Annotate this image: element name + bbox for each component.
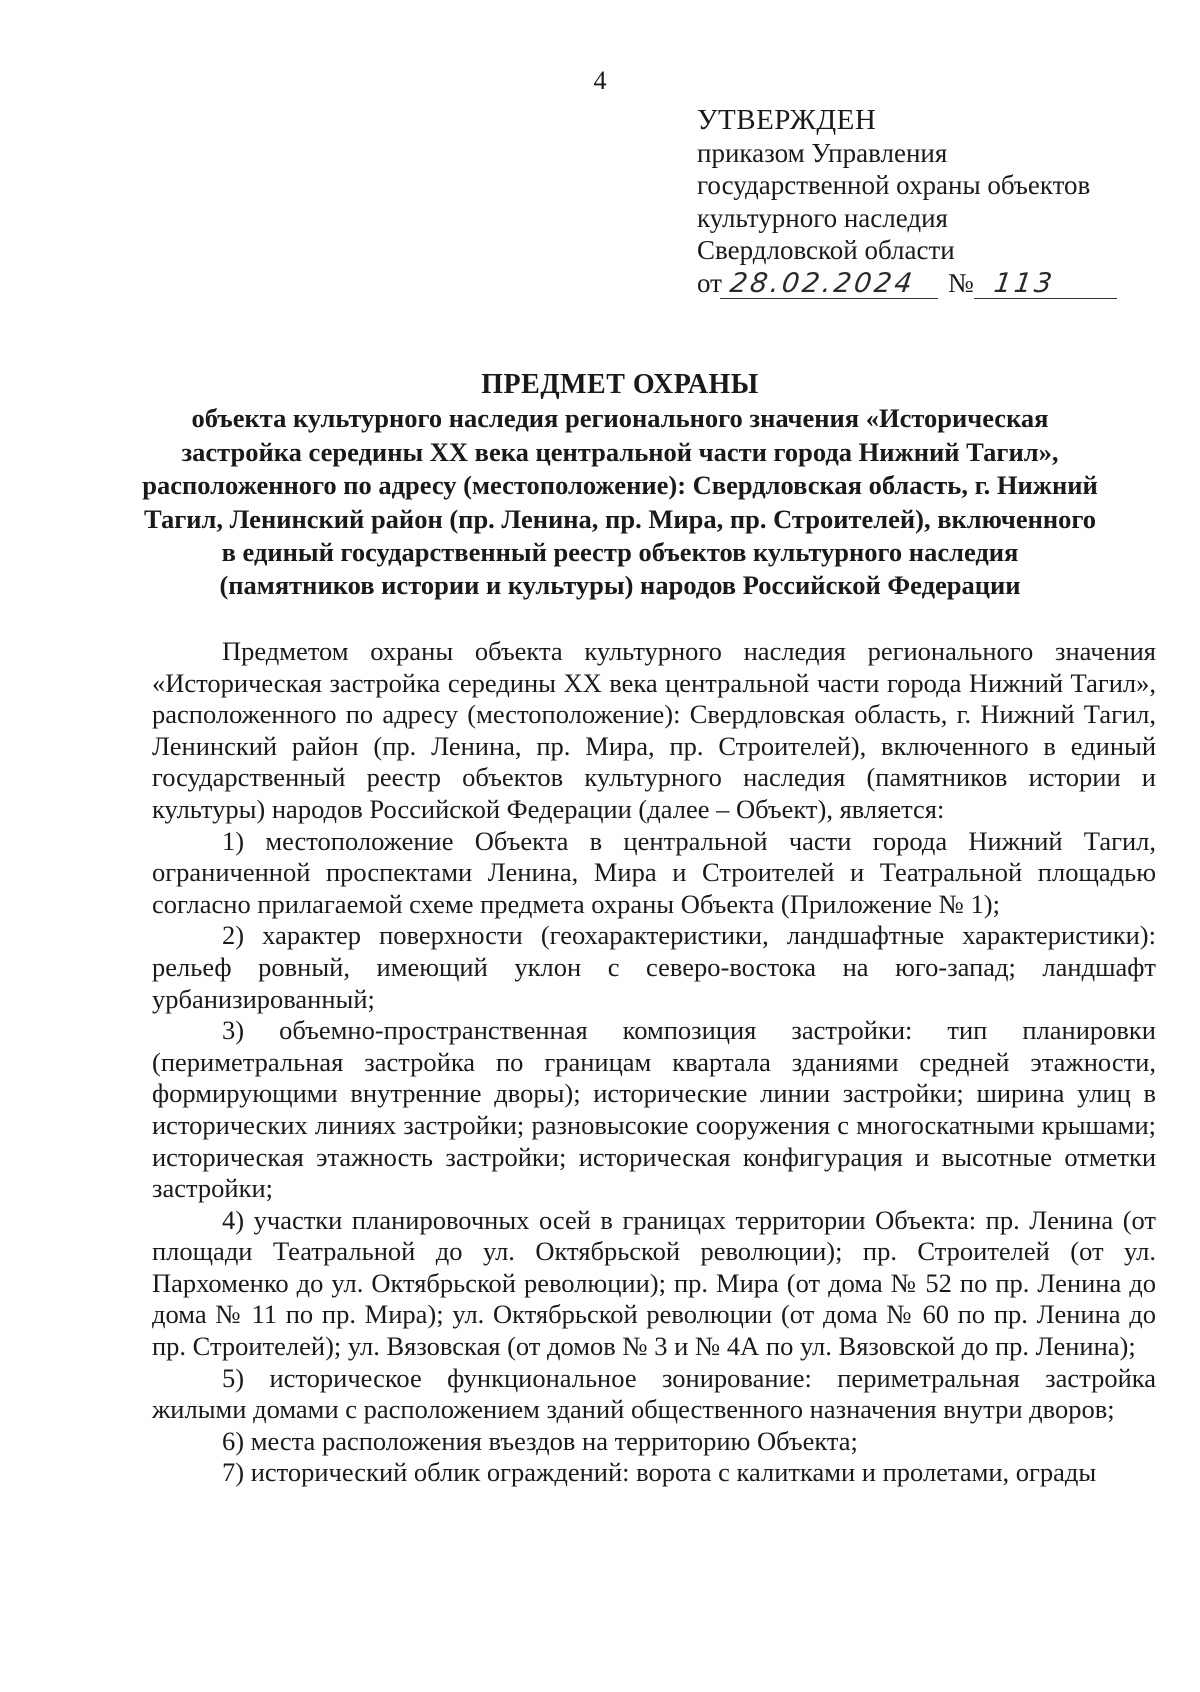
list-item-7: 7) исторический облик ограждений: ворота с калитками и пролетами, ограды	[222, 1457, 1097, 1488]
list-item-1: 1) местоположение Объекта в центральной части города Нижний Тагил, ограниченной проспектами Ленина, Мира и Строителей и Театральной площадью согласно прилагаемой схеме предмета охраны Объекта (Приложение № 1);	[152, 825, 1156, 919]
heading-line-4: Тагил, Ленинский район (пр. Ленина, пр. Мира, пр. Строителей), включенного	[143, 503, 1097, 534]
heading-line-3: расположенного по адресу (местоположение): Свердловская область, г. Нижний	[142, 470, 1098, 501]
intro-paragraph: Предметом охраны объекта культурного наследия регионального значения «Историческая застройка середины XX века центральной части города Нижний Тагил», расположенного по адресу (местоположение): Свердловская область, г. Нижний Тагил, Ленинский район (пр. Ленина, пр. Мира, пр. Строителей), включенного в единый государственный реестр объектов культурного наследия (памятников истории и культуры) народов Российской Федерации (далее – Объект), является:	[152, 636, 1156, 824]
order-date-number-line	[697, 267, 1137, 300]
approval-line-1: приказом Управления	[697, 137, 948, 168]
heading-title: ПРЕДМЕТ ОХРАНЫ	[481, 369, 759, 400]
list-item-3: 3) объемно-пространственная композиция застройки: тип планировки (периметральная застройка по границам квартала зданиями средней этажности, формирующими внутренние дворы); исторические линии застройки; ширина улиц в исторических линиях застройки; разновысокие сооружения с многоскатными крышами; историческая этажность застройки; историческая конфигурация и высотные отметки застройки;	[152, 1015, 1156, 1204]
number-sign: №	[947, 267, 974, 298]
list-item-5: 5) историческое функциональное зонирование: периметральная застройка жилыми домами с расположением зданий общественного назначения внутри дворов;	[152, 1362, 1156, 1425]
list-item-2: 2) характер поверхности (геохарактеристики, ландшафтные характеристики): рельеф ровный, имеющий уклон с северо-востока на юго-запад; ландшафт урбанизированный;	[152, 920, 1156, 1014]
list-item-4: 4) участки планировочных осей в границах территории Объекта: пр. Ленина (от площади Театральной до ул. Октябрьской революции); пр. Строителей (от ул. Пархоменко до ул. Октябрьской революции); пр. Мира (от дома № 52 по пр. Ленина до дома № 11 по пр. Мира); ул. Октябрьской революции (от дома № 60 по пр. Ленина до пр. Строителей); ул. Вязовская (от домов № 3 и № 4А по ул. Вязовской до пр. Ленина);	[152, 1204, 1156, 1362]
document-heading	[120, 368, 1120, 603]
date-prefix: от	[697, 267, 722, 298]
heading-line-6: (памятников истории и культуры) народов Российской Федерации	[219, 570, 1021, 601]
heading-line-5: в единый государственный реестр объектов культурного наследия	[221, 537, 1019, 568]
document-body	[152, 636, 1156, 1489]
approval-line-3: культурного наследия	[697, 202, 948, 233]
heading-line-2: застройка середины XX века центральной части города Нижний Тагил»,	[181, 436, 1059, 467]
page-number: 4	[593, 66, 607, 95]
approval-line-2: государственной охраны объектов	[697, 170, 1091, 200]
approval-line-4: Свердловской области	[697, 235, 955, 265]
approval-title: УТВЕРЖДЕН	[697, 104, 877, 136]
approval-block	[697, 104, 1137, 299]
heading-line-1: объекта культурного наследия регионального значения «Историческая	[191, 403, 1049, 434]
handwritten-date: 28.02.2024	[720, 270, 942, 299]
list-item-6: 6) места расположения въездов на территорию Объекта;	[222, 1425, 858, 1456]
handwritten-order-number: 113	[974, 270, 1121, 299]
